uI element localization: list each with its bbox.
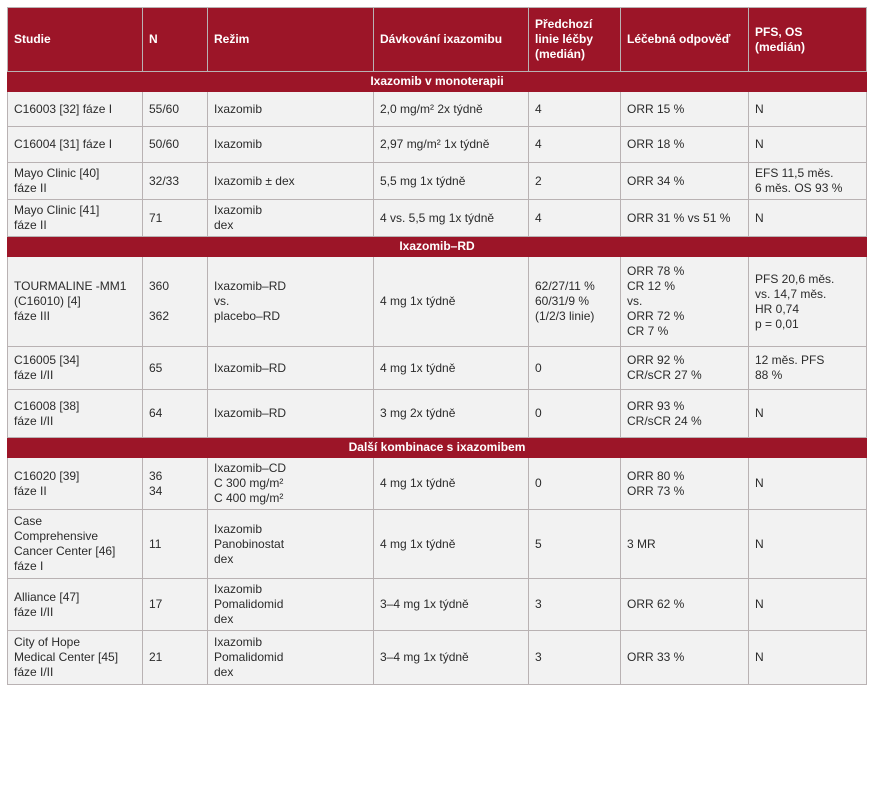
header-cell-response: Léčebná odpověď — [621, 8, 749, 72]
trials-table — [7, 7, 867, 685]
cell-n: 21 — [143, 631, 208, 685]
cell-pfs-os: N — [749, 458, 867, 510]
cell-n: 50/60 — [143, 127, 208, 163]
cell-pfs-os: N — [749, 631, 867, 685]
cell-study: C16004 [31] fáze I — [8, 127, 143, 163]
cell-pfs-os: N — [749, 390, 867, 438]
table-row — [8, 347, 867, 390]
cell-dosing: 2,97 mg/m² 1x týdně — [374, 127, 529, 163]
table-row — [8, 510, 867, 579]
cell-n: 11 — [143, 510, 208, 579]
cell-prior-lines: 3 — [529, 579, 621, 631]
section-title: Ixazomib v monoterapii — [8, 72, 867, 92]
cell-response: ORR 62 % — [621, 579, 749, 631]
cell-study: C16020 [39] fáze II — [8, 458, 143, 510]
cell-n: 64 — [143, 390, 208, 438]
header-cell-dosing: Dávkování ixazomibu — [374, 8, 529, 72]
section-row — [8, 237, 867, 257]
cell-regimen: Ixazomib Pomalidomid dex — [208, 579, 374, 631]
header-cell-n: N — [143, 8, 208, 72]
cell-pfs-os: EFS 11,5 měs. 6 měs. OS 93 % — [749, 163, 867, 200]
cell-regimen: Ixazomib Pomalidomid dex — [208, 631, 374, 685]
cell-study: Mayo Clinic [41] fáze II — [8, 200, 143, 237]
cell-prior-lines: 4 — [529, 127, 621, 163]
table-row — [8, 390, 867, 438]
cell-pfs-os: PFS 20,6 měs. vs. 14,7 měs. HR 0,74 p = 0,01 — [749, 257, 867, 347]
cell-study: TOURMALINE -MM1 (C16010) [4] fáze III — [8, 257, 143, 347]
cell-response: ORR 31 % vs 51 % — [621, 200, 749, 237]
cell-regimen: Ixazomib — [208, 127, 374, 163]
cell-response: ORR 15 % — [621, 92, 749, 127]
cell-response: ORR 18 % — [621, 127, 749, 163]
cell-study: Mayo Clinic [40] fáze II — [8, 163, 143, 200]
cell-n: 17 — [143, 579, 208, 631]
section-row — [8, 438, 867, 458]
section-title: Ixazomib–RD — [8, 237, 867, 257]
cell-prior-lines: 0 — [529, 458, 621, 510]
header-cell-prior-lines: Předchozí linie léčby (medián) — [529, 8, 621, 72]
cell-study: Case Comprehensive Cancer Center [46] fáze I — [8, 510, 143, 579]
table-row — [8, 458, 867, 510]
cell-pfs-os: N — [749, 127, 867, 163]
cell-regimen: Ixazomib–RD vs. placebo–RD — [208, 257, 374, 347]
cell-regimen: Ixazomib–CD C 300 mg/m² C 400 mg/m² — [208, 458, 374, 510]
cell-study: C16008 [38] fáze I/II — [8, 390, 143, 438]
cell-n: 55/60 — [143, 92, 208, 127]
cell-pfs-os: N — [749, 579, 867, 631]
cell-prior-lines: 3 — [529, 631, 621, 685]
table-body — [8, 72, 867, 685]
cell-n: 65 — [143, 347, 208, 390]
table-row — [8, 92, 867, 127]
cell-response: ORR 33 % — [621, 631, 749, 685]
cell-regimen: Ixazomib — [208, 92, 374, 127]
cell-pfs-os: 12 měs. PFS 88 % — [749, 347, 867, 390]
cell-prior-lines: 0 — [529, 390, 621, 438]
cell-regimen: Ixazomib dex — [208, 200, 374, 237]
cell-pfs-os: N — [749, 510, 867, 579]
cell-study: C16005 [34] fáze I/II — [8, 347, 143, 390]
cell-regimen: Ixazomib ± dex — [208, 163, 374, 200]
cell-n: 360 362 — [143, 257, 208, 347]
cell-dosing: 4 vs. 5,5 mg 1x týdně — [374, 200, 529, 237]
table-row — [8, 579, 867, 631]
cell-prior-lines: 4 — [529, 200, 621, 237]
cell-response: ORR 93 % CR/sCR 24 % — [621, 390, 749, 438]
cell-response: ORR 34 % — [621, 163, 749, 200]
cell-dosing: 4 mg 1x týdně — [374, 257, 529, 347]
cell-response: 3 MR — [621, 510, 749, 579]
cell-prior-lines: 4 — [529, 92, 621, 127]
cell-n: 36 34 — [143, 458, 208, 510]
cell-pfs-os: N — [749, 92, 867, 127]
cell-pfs-os: N — [749, 200, 867, 237]
table-row — [8, 163, 867, 200]
header-cell-pfs-os: PFS, OS (medián) — [749, 8, 867, 72]
cell-dosing: 3 mg 2x týdně — [374, 390, 529, 438]
cell-dosing: 4 mg 1x týdně — [374, 510, 529, 579]
cell-response: ORR 80 % ORR 73 % — [621, 458, 749, 510]
cell-dosing: 2,0 mg/m² 2x týdně — [374, 92, 529, 127]
cell-response: ORR 78 % CR 12 % vs. ORR 72 % CR 7 % — [621, 257, 749, 347]
cell-regimen: Ixazomib–RD — [208, 347, 374, 390]
cell-dosing: 4 mg 1x týdně — [374, 347, 529, 390]
cell-dosing: 4 mg 1x týdně — [374, 458, 529, 510]
cell-regimen: Ixazomib–RD — [208, 390, 374, 438]
section-row — [8, 72, 867, 92]
cell-n: 71 — [143, 200, 208, 237]
header-row — [8, 8, 867, 72]
table-row — [8, 127, 867, 163]
cell-prior-lines: 0 — [529, 347, 621, 390]
cell-prior-lines: 62/27/11 % 60/31/9 % (1/2/3 linie) — [529, 257, 621, 347]
cell-dosing: 3–4 mg 1x týdně — [374, 579, 529, 631]
cell-prior-lines: 5 — [529, 510, 621, 579]
cell-study: City of Hope Medical Center [45] fáze I/II — [8, 631, 143, 685]
table-row — [8, 257, 867, 347]
cell-n: 32/33 — [143, 163, 208, 200]
cell-study: C16003 [32] fáze I — [8, 92, 143, 127]
cell-response: ORR 92 % CR/sCR 27 % — [621, 347, 749, 390]
section-title: Další kombinace s ixazomibem — [8, 438, 867, 458]
cell-dosing: 5,5 mg 1x týdně — [374, 163, 529, 200]
cell-dosing: 3–4 mg 1x týdně — [374, 631, 529, 685]
cell-regimen: Ixazomib Panobinostat dex — [208, 510, 374, 579]
header-cell-regimen: Režim — [208, 8, 374, 72]
table-row — [8, 200, 867, 237]
cell-study: Alliance [47] fáze I/II — [8, 579, 143, 631]
table-row — [8, 631, 867, 685]
header-cell-study: Studie — [8, 8, 143, 72]
cell-prior-lines: 2 — [529, 163, 621, 200]
